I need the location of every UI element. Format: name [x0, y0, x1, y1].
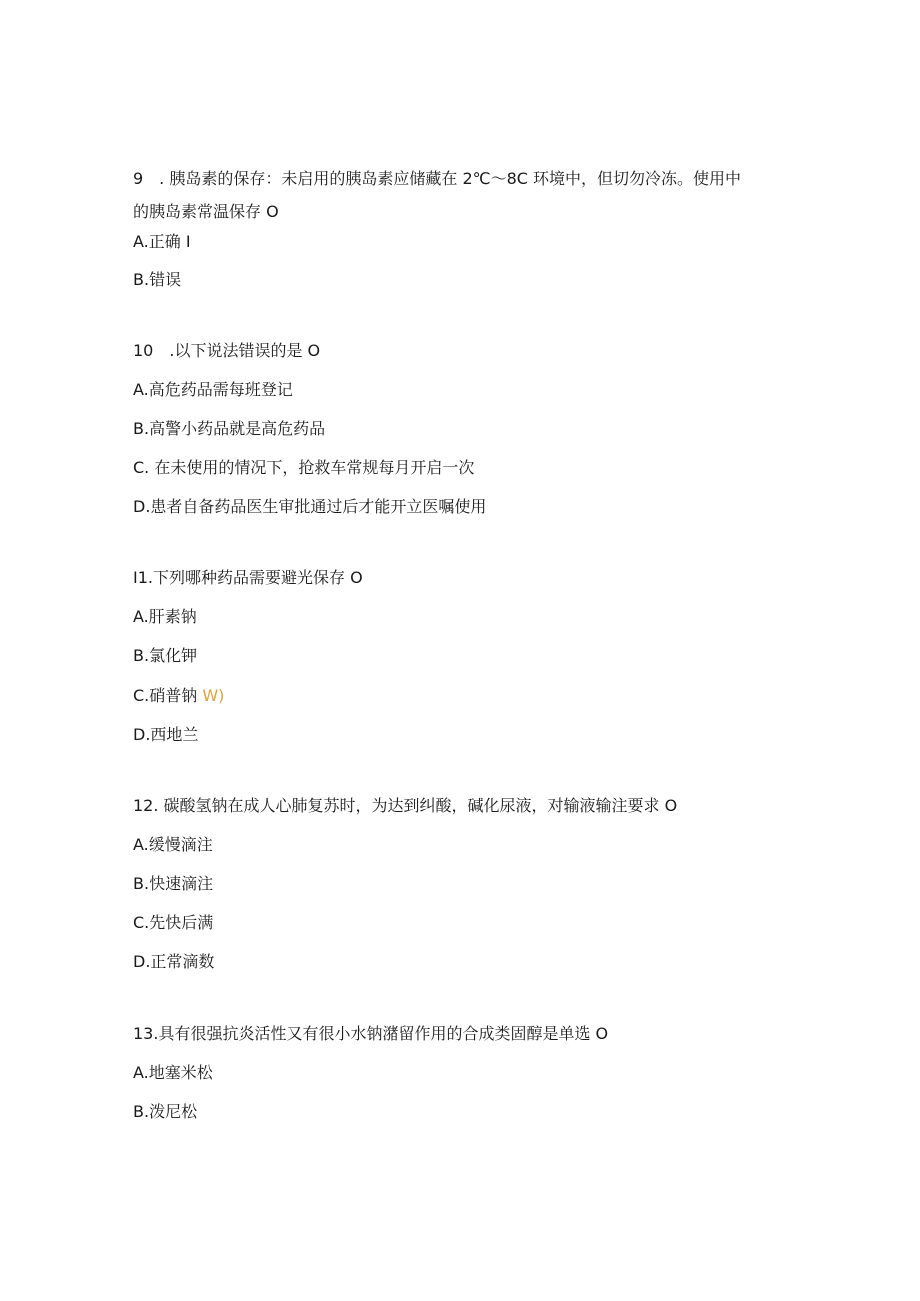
question-11-option-a: A.肝素钠	[133, 607, 197, 626]
question-9-text-line1: 9 . 胰岛素的保存：未启用的胰岛素应储藏在 2℃～8C 环境中，但切勿冷冻。使用中	[133, 169, 742, 188]
question-12-option-d: D.正常滴数	[133, 952, 215, 971]
question-12-option-c: C.先快后满	[133, 913, 214, 932]
question-11-option-c: C.硝普钠	[133, 686, 198, 705]
question-10-option-d: D.患者自备药品医生审批通过后才能开立医嘱使用	[133, 497, 487, 516]
question-13-text: 13.具有很强抗炎活性又有很小水钠潴留作用的合成类固醇是单选 O	[133, 1024, 609, 1043]
question-10-text: 10 .以下说法错误的是 O	[133, 341, 321, 360]
question-10-option-b: B.高警小药品就是高危药品	[133, 419, 326, 438]
question-9-option-a: A.正确 I	[133, 232, 191, 251]
question-12-option-b: B.快速滴注	[133, 874, 214, 893]
question-12-option-a: A.缓慢滴注	[133, 835, 213, 854]
question-13-option-a: A.地塞米松	[133, 1063, 213, 1082]
question-11-option-d: D.西地兰	[133, 725, 199, 744]
question-11-option-b: B.氯化钾	[133, 646, 198, 665]
question-10-option-a: A.高危药品需每班登记	[133, 380, 293, 399]
handwritten-mark: W)	[202, 686, 225, 705]
question-10-option-c: C. 在未使用的情况下，抢救车常规每月开启一次	[133, 458, 475, 477]
question-11-option-c-line	[133, 686, 224, 706]
question-9-option-b: B.错误	[133, 270, 182, 289]
question-9-text-line2: 的胰岛素常温保存 O	[133, 202, 279, 221]
question-11-text: I1.下列哪种药品需要避光保存 O	[133, 568, 363, 587]
question-12-text: 12. 碳酸氢钠在成人心肺复苏时，为达到纠酸，碱化尿液，对输液输注要求 O	[133, 796, 678, 815]
question-13-option-b: B.泼尼松	[133, 1102, 198, 1121]
